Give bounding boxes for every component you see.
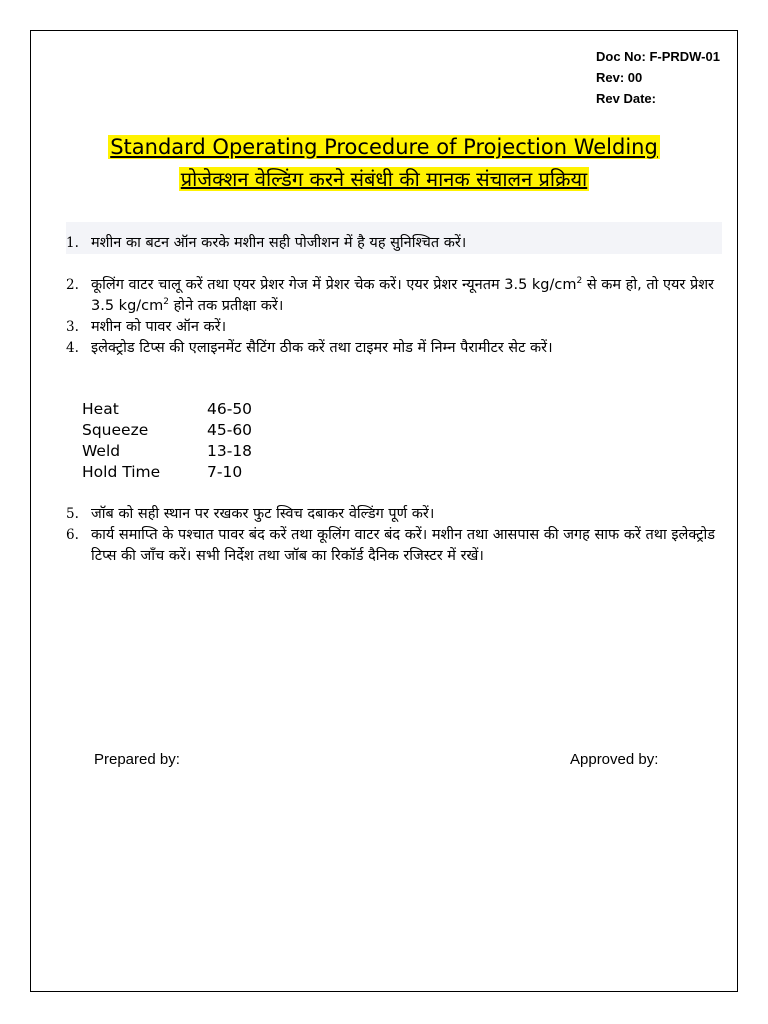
pressure-exponent: 2 — [576, 276, 583, 287]
step-text: मशीन का बटन ऑन करके मशीन सही पोजीशन में है यह सुनिश्चित करें। — [91, 235, 467, 251]
revision: Rev: 00 — [596, 70, 643, 85]
step-number: 5. — [66, 506, 79, 522]
prepared-by: Prepared by: — [94, 751, 180, 768]
parameter-row — [82, 462, 252, 483]
parameter-name: Heat — [82, 400, 119, 418]
parameter-name: Squeeze — [82, 421, 149, 439]
step-number: 2. — [66, 277, 79, 293]
pressure-exponent: 2 — [163, 297, 169, 308]
step-text: जॉब को सही स्थान पर रखकर फुट स्विच दबाकर वेल्डिंग पूर्ण करें। — [91, 506, 435, 522]
parameter-name: Weld — [82, 442, 121, 460]
step-text-part: से कम हो, तो एयर प्रेशर — [582, 277, 714, 293]
step-text-part: होने तक प्रतीक्षा करें। — [169, 298, 284, 314]
step-number: 4. — [66, 340, 79, 356]
parameter-value: 46-50 — [207, 400, 253, 418]
doc-number: Doc No: F-PRDW-01 — [596, 49, 720, 64]
step-number: 3. — [66, 319, 79, 335]
title-hindi-block — [0, 165, 768, 193]
title-hindi: प्रोजेक्शन वेल्डिंग करने संबंधी की मानक संचालन प्रक्रिया — [180, 167, 588, 191]
step-text-part: कूलिंग वाटर चालू करें तथा एयर प्रेशर गेज में प्रेशर चेक करें। एयर प्रेशर न्यूनतम — [91, 277, 505, 293]
document-info — [596, 46, 720, 109]
parameter-name: Hold Time — [82, 463, 161, 481]
title-english-block — [0, 133, 768, 161]
parameter-row — [82, 441, 252, 462]
title-english: Standard Operating Procedure of Projection Welding — [110, 135, 658, 159]
step-text: इलेक्ट्रोड टिप्स की एलाइनमेंट सैटिंग ठीक करें तथा टाइमर मोड में निम्न पैरामीटर सेट करें। — [91, 340, 553, 356]
parameter-value: 13-18 — [207, 442, 253, 460]
step-number: 6. — [66, 527, 79, 543]
pressure-value: 3.5 kg/cm — [504, 277, 577, 293]
parameter-value: 7-10 — [207, 463, 243, 481]
step-text — [91, 275, 716, 317]
pressure-value: 3.5 kg/cm — [91, 298, 164, 314]
step-text: मशीन को पावर ऑन करें। — [91, 319, 227, 335]
parameter-row — [82, 399, 252, 420]
step-number: 1. — [66, 235, 79, 251]
step-text: कार्य समाप्ति के पश्चात पावर बंद करें तथा कूलिंग वाटर बंद करें। मशीन तथा आसपास की जगह साफ करें तथा इलेक्ट्रोड टिप्स की जाँच करें। सभी निर्देश तथा जॉब का रिकॉर्ड दैनिक रजिस्टर में रखें। — [91, 527, 716, 564]
approved-by: Approved by: — [570, 751, 659, 768]
revision-date: Rev Date: — [596, 91, 656, 106]
parameter-row — [82, 420, 252, 441]
parameter-value: 45-60 — [207, 421, 253, 439]
parameter-table — [82, 399, 252, 483]
